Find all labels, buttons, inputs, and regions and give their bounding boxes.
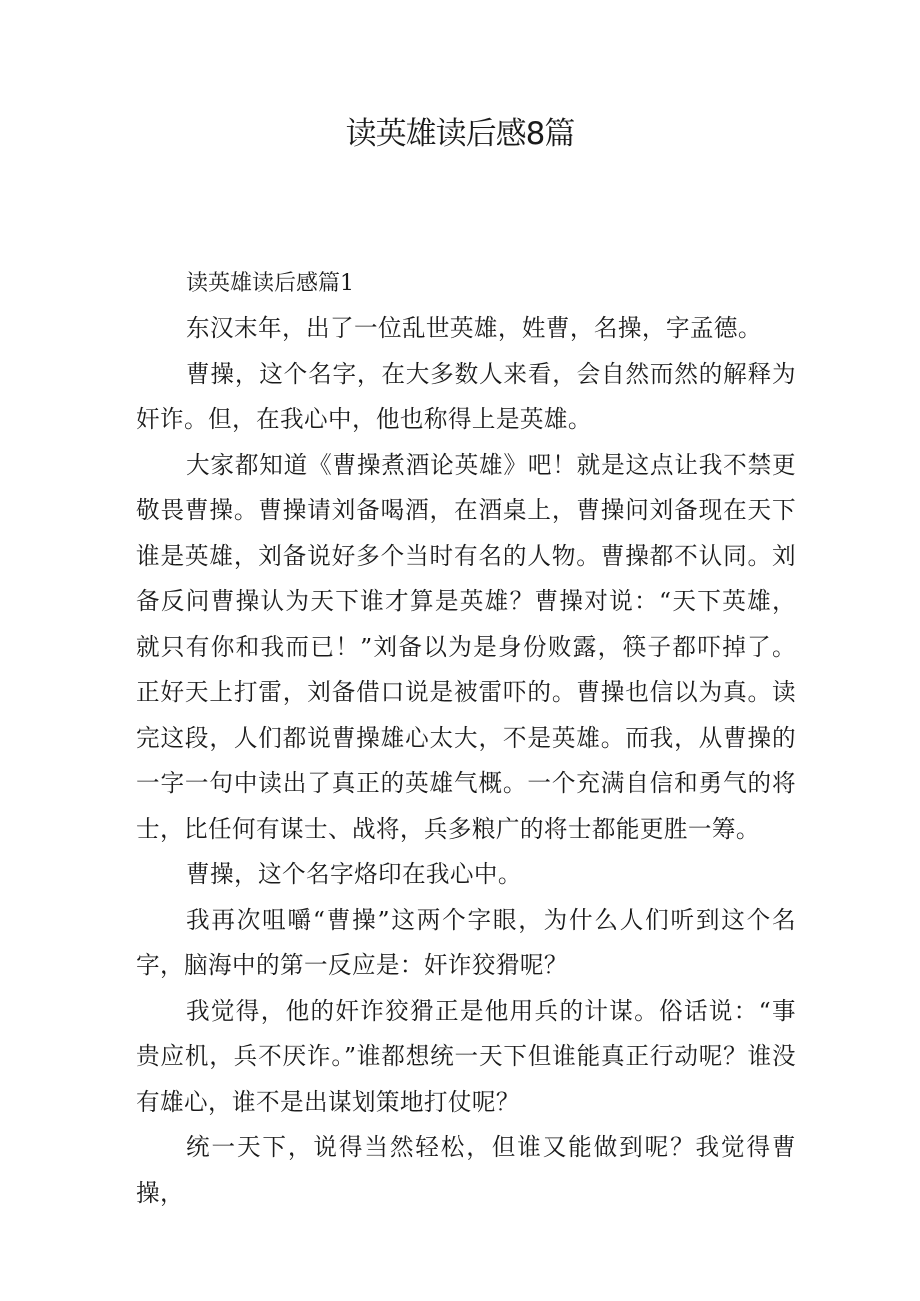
paragraph-2: 曹操，这个名字，在大多数人来看，会自然而然的解释为奸诈。但，在我心中，他也称得上是英雄。 [136,359,796,433]
document-title: 读英雄读后感8篇 [345,116,575,152]
paragraph-1: 东汉末年，出了一位乱世英雄，姓曹，名操，字孟德。 [186,314,762,342]
section-heading: 读英雄读后感篇1 [186,271,354,296]
paragraph-3: 大家都知道《曹操煮酒论英雄》吧！就是这点让我不禁更敬畏曹操。曹操请刘备喝酒，在酒桌上，曹操问刘备现在天下谁是英雄，刘备说好多个当时有名的人物。曹操都不认同。刘备反问曹操认为天下谁才算是英雄？曹操对说：“天下英雄，就只有你和我而已！”刘备以为是身份败露，筷子都吓掉了。正好天上打雷，刘备借口说是被雷吓的。曹操也信以为真。读完这段，人们都说曹操雄心太大，不是英雄。而我，从曹操的一字一句中读出了真正的英雄气概。一个充满自信和勇气的将士，比任何有谋士、战将，兵多粮广的将士都能更胜一筹。 [136,450,796,843]
document-body [136,262,796,1216]
paragraph-7: 统一天下，说得当然轻松，但谁又能做到呢？我觉得曹操， [136,1133,796,1207]
paragraph-6: 我觉得，他的奸诈狡猾正是他用兵的计谋。俗话说：“事贵应机，兵不厌诈。”谁都想统一天下但谁能真正行动呢？谁没有雄心，谁不是出谋划策地打仗呢？ [136,996,796,1116]
paragraph-5: 我再次咀嚼“曹操”这两个字眼，为什么人们听到这个名字，脑海中的第一反应是：奸诈狡猾呢？ [136,905,796,979]
paragraph-4: 曹操，这个名字烙印在我心中。 [186,860,522,888]
